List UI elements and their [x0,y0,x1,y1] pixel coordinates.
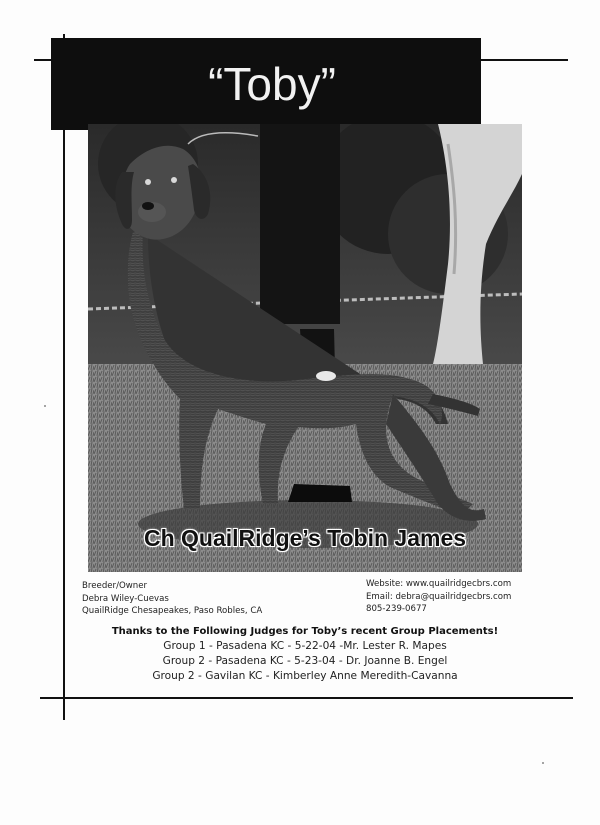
email-text: Email: debra@quailridgecbrs.com [366,591,512,602]
breeder-kennel: QuailRidge Chesapeakes, Paso Robles, CA [82,606,263,616]
scan-speck [44,405,46,407]
judges-thanks [88,626,522,684]
thanks-heading: Thanks to the Following Judges for Toby’s recent Group Placements! [111,626,499,637]
dog-name-caption: Ch QuailRidge’s Tobin James [143,525,467,551]
breeder-label: Breeder/Owner [82,581,148,591]
contact-info [366,578,511,616]
placement-line: Group 2 - Gavilan KC - Kimberley Anne Meredith-Cavanna [152,670,458,682]
dog-photo [88,124,522,572]
placement-line: Group 2 - Pasadena KC - 5-23-04 - Dr. Joanne B. Engel [162,655,448,667]
page-title: “Toby” [208,58,336,110]
breeder-name: Debra Wiley-Cuevas [82,593,169,604]
bottom-rule [40,697,573,699]
left-vertical-rule [63,34,65,720]
title-bar [51,38,481,130]
scan-speck [542,762,544,764]
dog-photo-icon [88,124,522,572]
phone-text: 805-239-0677 [366,604,427,614]
placement-line: Group 1 - Pasadena KC - 5-22-04 -Mr. Lester R. Mapes [163,640,447,652]
website-text: Website: www.quailridgecbrs.com [366,579,512,589]
breeder-info [82,580,262,618]
